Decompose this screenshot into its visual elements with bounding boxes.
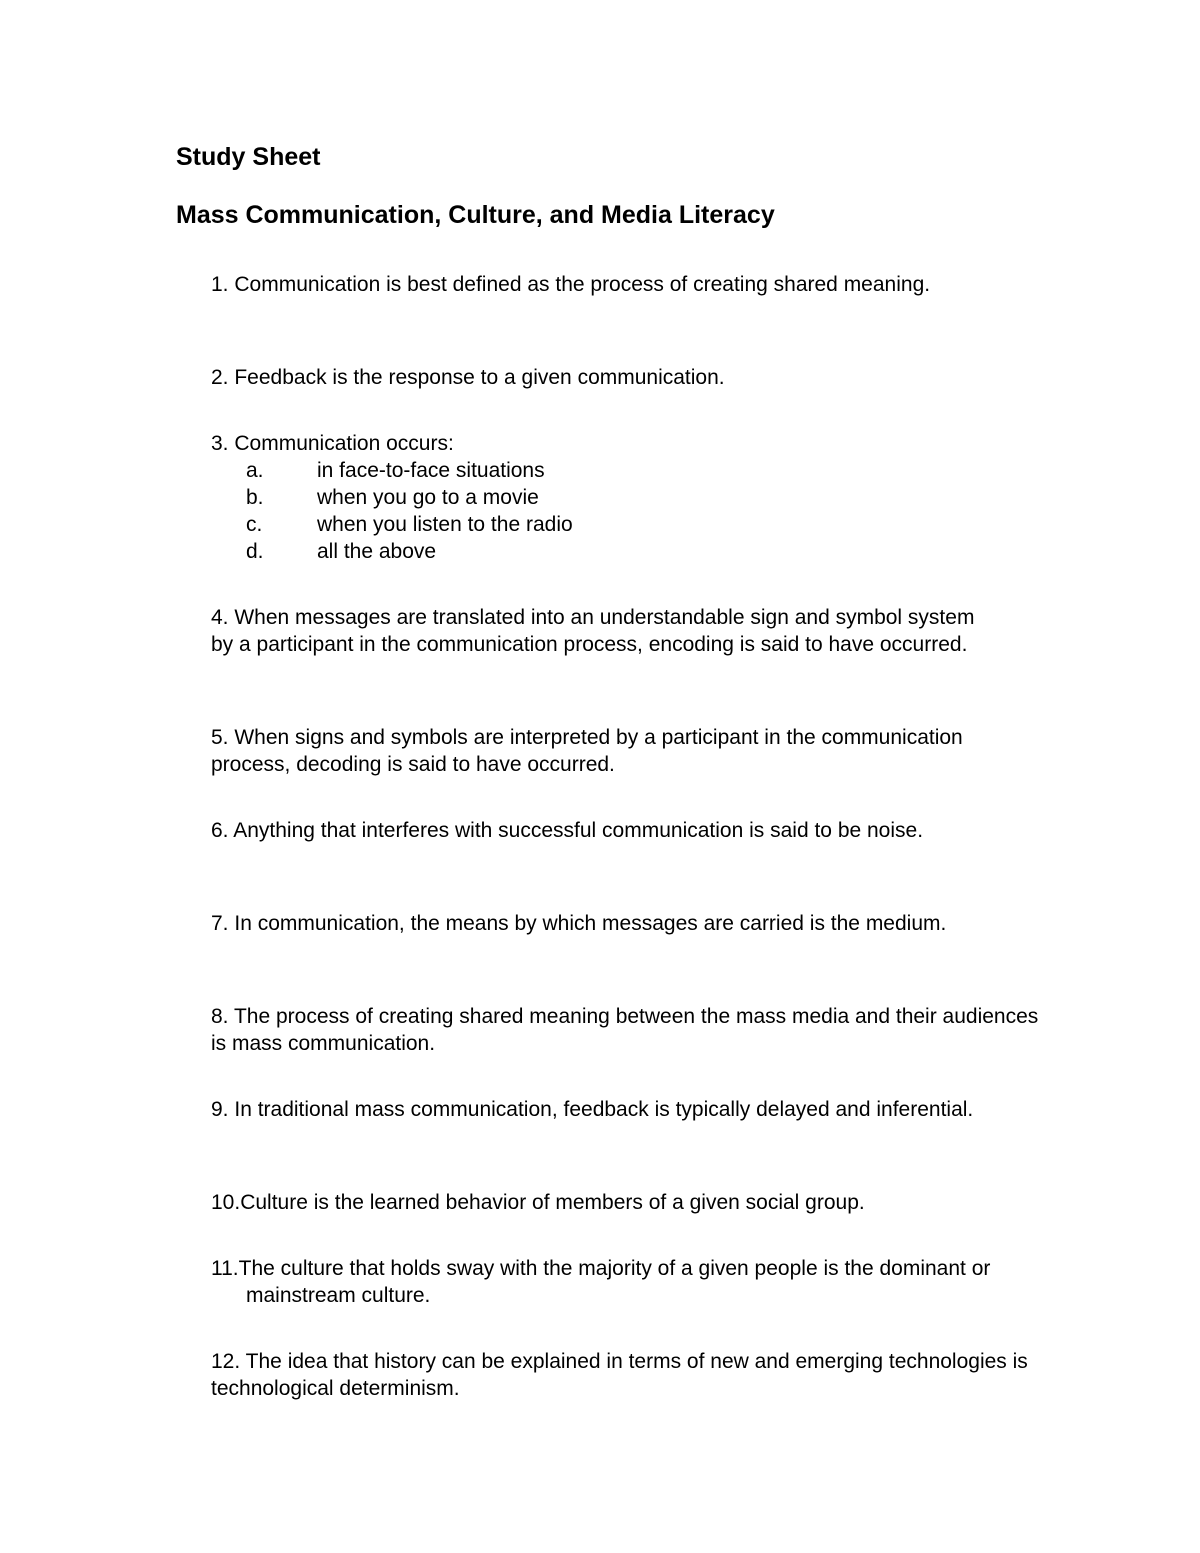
item-number: 5. [211,726,229,749]
list-item-12 [211,1348,1041,1402]
item-text: The culture that holds sway with the majority of a given people is the dominant or mainstream culture. [238,1257,991,1307]
item-number: 6. [211,819,229,842]
list-item-10 [211,1189,1046,1216]
list-item-8 [211,1003,1041,1057]
option-a [246,457,545,484]
page-title: Study Sheet [176,143,321,171]
item-text: The idea that history can be explained in terms of new and emerging technologies is technological determinism. [211,1350,1028,1400]
option-b [246,484,539,511]
list-item-7 [211,910,1041,937]
item-text: Communication is best defined as the process of creating shared meaning. [234,273,931,296]
item-text: When messages are translated into an understandable sign and symbol system by a participant in the communication process, encoding is said to have occurred. [211,606,975,656]
list-item-4 [211,604,991,658]
list-item-11 [211,1255,1046,1309]
item-number: 8. [211,1005,229,1028]
item-text: The process of creating shared meaning between the mass media and their audiences is mass communication. [211,1005,1039,1055]
item-text: Anything that interferes with successful communication is said to be noise. [233,819,924,842]
item-number: 1. [211,273,229,296]
item-text: Culture is the learned behavior of members of a given social group. [240,1191,865,1214]
item-number: 11. [211,1257,239,1280]
option-letter: a. [246,459,264,482]
item-number: 10. [211,1191,241,1214]
item-text: In communication, the means by which messages are carried is the medium. [234,912,947,935]
item-text: In traditional mass communication, feedback is typically delayed and inferential. [234,1098,974,1121]
option-text: when you listen to the radio [317,513,573,536]
item-number: 4. [211,606,229,629]
item-number: 9. [211,1098,229,1121]
list-item-2 [211,364,1041,391]
option-text: all the above [317,540,437,563]
page-subtitle: Mass Communication, Culture, and Media Literacy [176,201,775,229]
option-c [246,511,573,538]
item-number: 7. [211,912,229,935]
list-item-9 [211,1096,1041,1123]
list-item-3 [211,430,1041,457]
option-letter: b. [246,486,264,509]
list-item-1 [211,271,1041,298]
item-number: 2. [211,366,229,389]
item-number: 12. [211,1350,241,1373]
option-d [246,538,436,565]
item-text: Communication occurs: [234,432,454,455]
option-text: when you go to a movie [317,486,539,509]
item-number: 3. [211,432,229,455]
list-item-5 [211,724,991,778]
list-item-6 [211,817,1041,844]
option-text: in face-to-face situations [317,459,545,482]
option-letter: c. [246,513,263,536]
option-letter: d. [246,540,264,563]
item-text: When signs and symbols are interpreted by a participant in the communication process, decoding is said to have occurred. [211,726,963,776]
item-text: Feedback is the response to a given communication. [234,366,725,389]
